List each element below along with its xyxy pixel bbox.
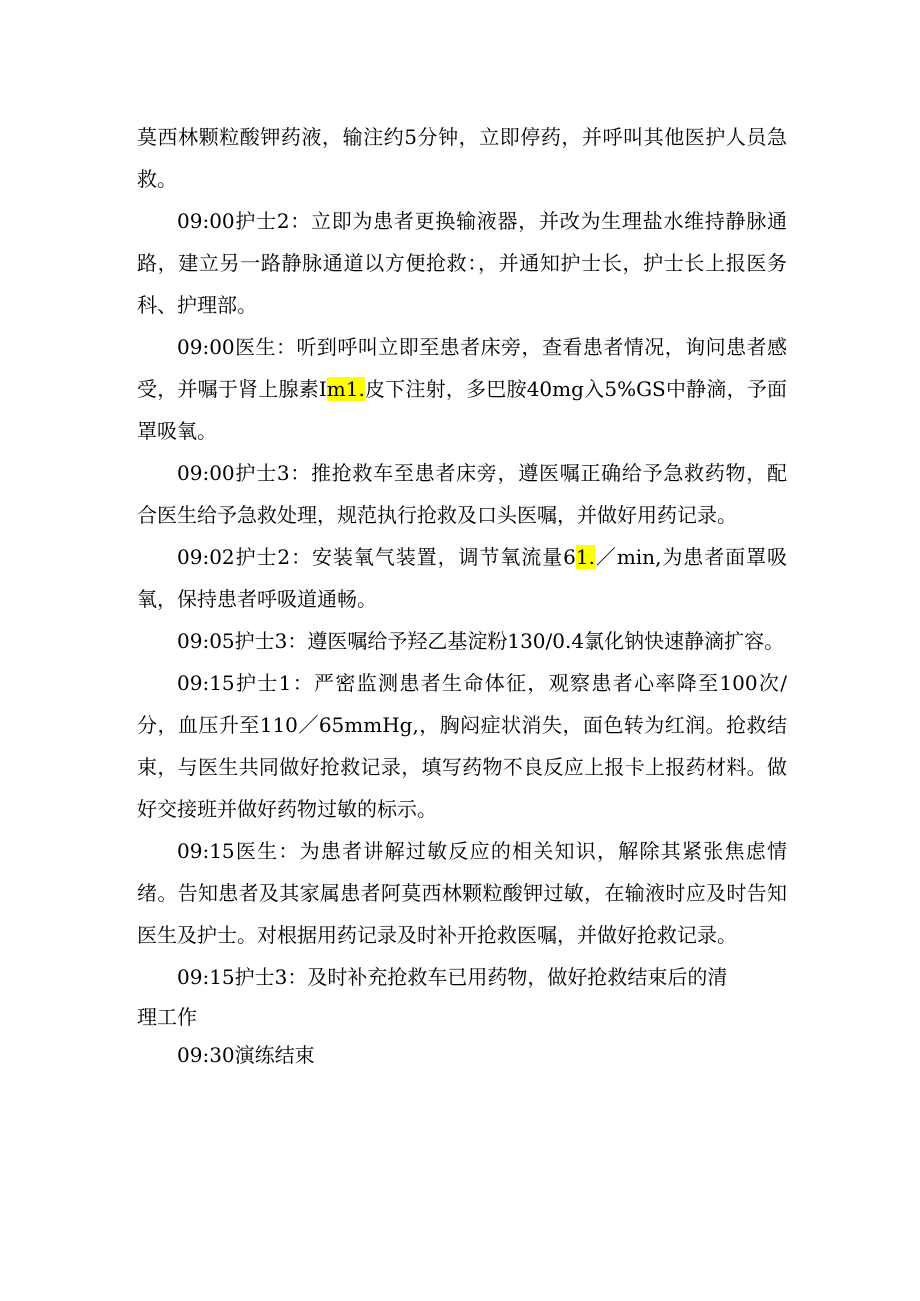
- paragraph-nurse2-oxygen: [137, 536, 787, 620]
- paragraph-nurse1-monitor: 09:15护士1：严密监测患者生命体征，观察患者心率降至100次/分，血压升至110／65mmHg,，胸闷症状消失，面色转为红润。抢救结束，与医生共同做好抢救记录，填写药物不良反应上报卡上报药材料。做好交接班并做好药物过敏的标示。: [137, 671, 787, 821]
- paragraph-restock-continued: 理工作: [137, 1005, 197, 1029]
- paragraph-nurse3-restock: 09:15护士3：及时补充抢救车已用药物，做好抢救结束后的清: [177, 965, 728, 989]
- paragraph-nurse3-cart: 09:00护士3：推抢救车至患者床旁，遵医嘱正确给予急救药物，配合医生给予急救处理，规范执行抢救及口头医嘱，并做好用药记录。: [137, 461, 787, 527]
- paragraph-nurse3-volume: 09:05护士3：遵医嘱给予羟乙基淀粉130/0.4氯化钠快速静滴扩容。: [177, 629, 785, 653]
- oxygen-text-a: 09:02护士2：安装氧气装置，调节氧流量6: [177, 545, 576, 569]
- doctor-response-text-a: 09:00医生：听到呼叫立即至患者床旁，查看患者情况，询问患者感受，并嘱于肾上腺素I: [137, 335, 787, 401]
- doctor-response-text-b: 皮下注射，多巴胺40mg入5%GS中静滴，予面罩吸氧。: [137, 377, 787, 443]
- paragraph-doctor-response: [137, 326, 787, 452]
- paragraph-continued: 莫西林颗粒酸钾药液，输注约5分钟，立即停药，并呼叫其他医护人员急救。: [137, 125, 787, 191]
- oxygen-text-b: ／min,为患者面罩吸氧，保持患者呼吸道通畅。: [137, 545, 787, 611]
- paragraph-doctor-education: 09:15医生：为患者讲解过敏反应的相关知识，解除其紧张焦虑情绪。告知患者及其家属患者阿莫西林颗粒酸钾过敏，在输液时应及时告知医生及护士。对根据用药记录及时补开抢救医嘱，并做好抢救记录。: [137, 839, 787, 947]
- highlight-flow: 1.: [575, 545, 595, 569]
- paragraph-nurse2-infusion: 09:00护士2：立即为患者更换输液器，并改为生理盐水维持静脉通路，建立另一路静脉通道以方便抢救：，并通知护士长，护士长上报医务科、护理部。: [137, 209, 787, 317]
- document-body: [137, 116, 787, 1074]
- highlight-dose: m1.: [326, 377, 365, 401]
- paragraph-drill-end: 09:30演练结束: [177, 1043, 315, 1067]
